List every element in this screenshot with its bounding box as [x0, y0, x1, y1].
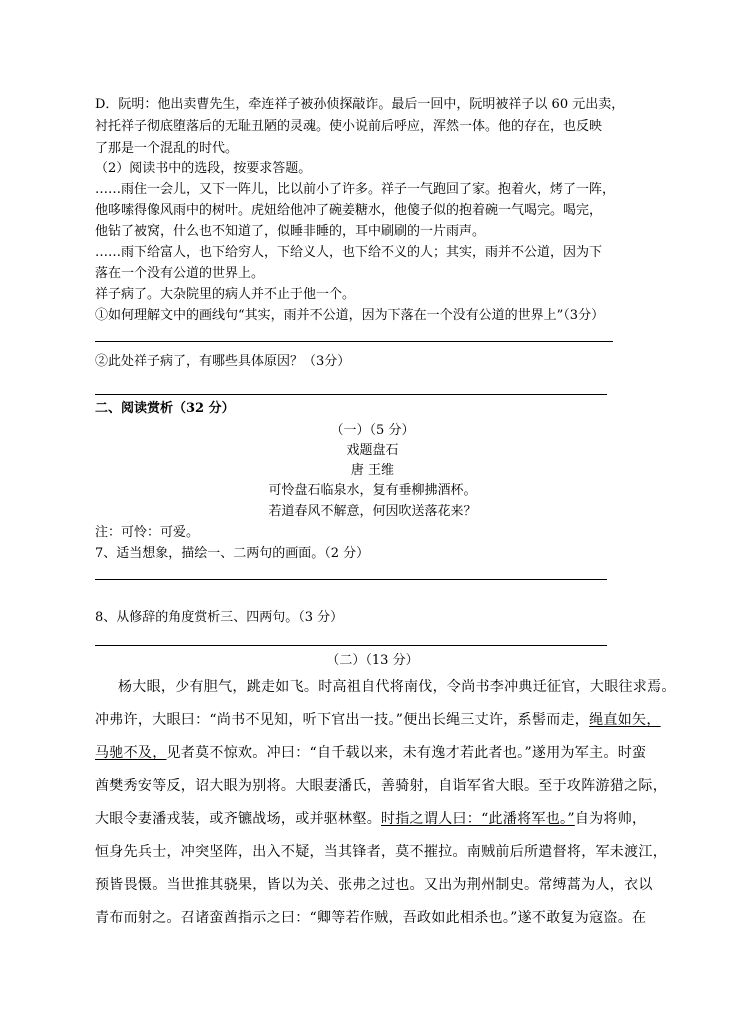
poem-line: 若道春风不解意，何因吹送落花来？ [268, 504, 477, 519]
section-heading: 二、阅读赏析（32 分） [95, 401, 235, 416]
classical-text-line: 酋樊秀安等反，诏大眼为别将。大眼妻潘氏，善骑射，自诣军省大眼。至于攻阵游猎之际， [95, 778, 667, 794]
poem-title: 戏题盘石 [346, 443, 399, 458]
answer-line[interactable] [95, 394, 607, 395]
question-b: ②此处祥子病了，有哪些具体原因？（3分） [95, 354, 351, 369]
classical-text-line [95, 710, 661, 730]
part-two-heading: （二）（13 分） [326, 653, 419, 668]
option-d-line-2: 衬托祥子彻底堕落后的无耻丑陋的灵魂。使小说前后呼应，浑然一体。他的存在，也反映 [95, 119, 603, 134]
classical-text-line [95, 743, 646, 763]
option-d-line-1: D．阮明：他出卖曹先生，牵连祥子被孙侦探敲诈。最后一回中，阮明被祥子以 60 元出卖， [95, 97, 625, 112]
passage-line: 落在一个没有公道的世界上。 [95, 266, 265, 281]
passage-line: ……雨住一会儿，又下一阵儿，比以前小了许多。祥子一气跑回了家。抱着火，烤了一阵， [95, 182, 616, 197]
classical-text-line: 恒身先兵士，冲突坚阵，出入不疑，当其锋者，莫不摧拉。南贼前后所遣督将，军未渡江， [95, 844, 667, 860]
classical-text-segment: 自为将帅， [574, 811, 647, 827]
classical-text-line [95, 809, 646, 829]
classical-text-segment: 大眼令妻潘戎装，或齐镳战场，或并驱林壑。 [95, 811, 381, 827]
underlined-sentence: 绳直如矢， [589, 712, 661, 728]
question-a: ①如何理解文中的画线句“其实，雨并不公道，因为下落在一个没有公道的世界上”（3分） [95, 308, 605, 323]
poem-note: 注：可怜：可爱。 [95, 525, 200, 540]
underlined-sentence: 时指之谓人曰：“此潘将军也。” [381, 811, 575, 827]
answer-line[interactable] [95, 645, 607, 646]
poem-part-label: （一）（5 分） [330, 423, 415, 438]
passage-line: 他哆嗦得像风雨中的树叶。虎妞给他冲了碗姜糖水，他傻子似的抱着碗一气喝完。喝完， [95, 203, 603, 218]
classical-text-segment: 冲弗许，大眼曰：“尚书不见知，听下官出一技。”便出长绳三丈许，系髻而走， [95, 712, 590, 728]
answer-line[interactable] [95, 579, 607, 580]
option-d-line-3: 了那是一个混乱的时代。 [95, 141, 239, 156]
passage-line: 他钻了被窝，什么也不知道了，似睡非睡的，耳中刷刷的一片雨声。 [95, 224, 486, 239]
answer-line[interactable] [95, 341, 613, 342]
poem-line: 可怜盘石临泉水，复有垂柳拂酒杯。 [268, 483, 477, 498]
poem-author: 唐 王维 [350, 463, 395, 478]
question-8: 8、从修辞的角度赏析三、四两句。（3 分） [95, 610, 344, 625]
underlined-sentence: 马驰不及， [95, 745, 167, 761]
question-2-intro: （2）阅读书中的选段，按要求答题。 [95, 161, 312, 176]
classical-text-segment: 见者莫不惊欢。冲曰：“自千载以来，未有逸才若此者也。”遂用为军主。时蛮 [166, 745, 647, 761]
passage-line: 祥子病了。大杂院里的病人并不止于他一个。 [95, 287, 356, 302]
classical-text-line: 青布而射之。召诸蛮酋指示之曰：“卿等若作贼，吾政如此相杀也。”遂不敢复为寇盗。在 [95, 910, 647, 926]
classical-text-line: 杨大眼，少有胆气，跳走如飞。时高祖自代将南伐，令尚书李冲典迁征官，大眼往求焉。 [118, 679, 676, 695]
passage-line: ……雨下给富人，也下给穷人，下给义人，也下给不义的人；其实，雨并不公道，因为下 [95, 245, 603, 260]
classical-text-line: 预皆畏慑。当世推其骁果，皆以为关、张弗之过也。又出为荆州制史。常缚蒿为人，衣以 [95, 877, 653, 893]
question-7: 7、适当想象，描绘一、二两句的画面。（2 分） [95, 546, 370, 561]
